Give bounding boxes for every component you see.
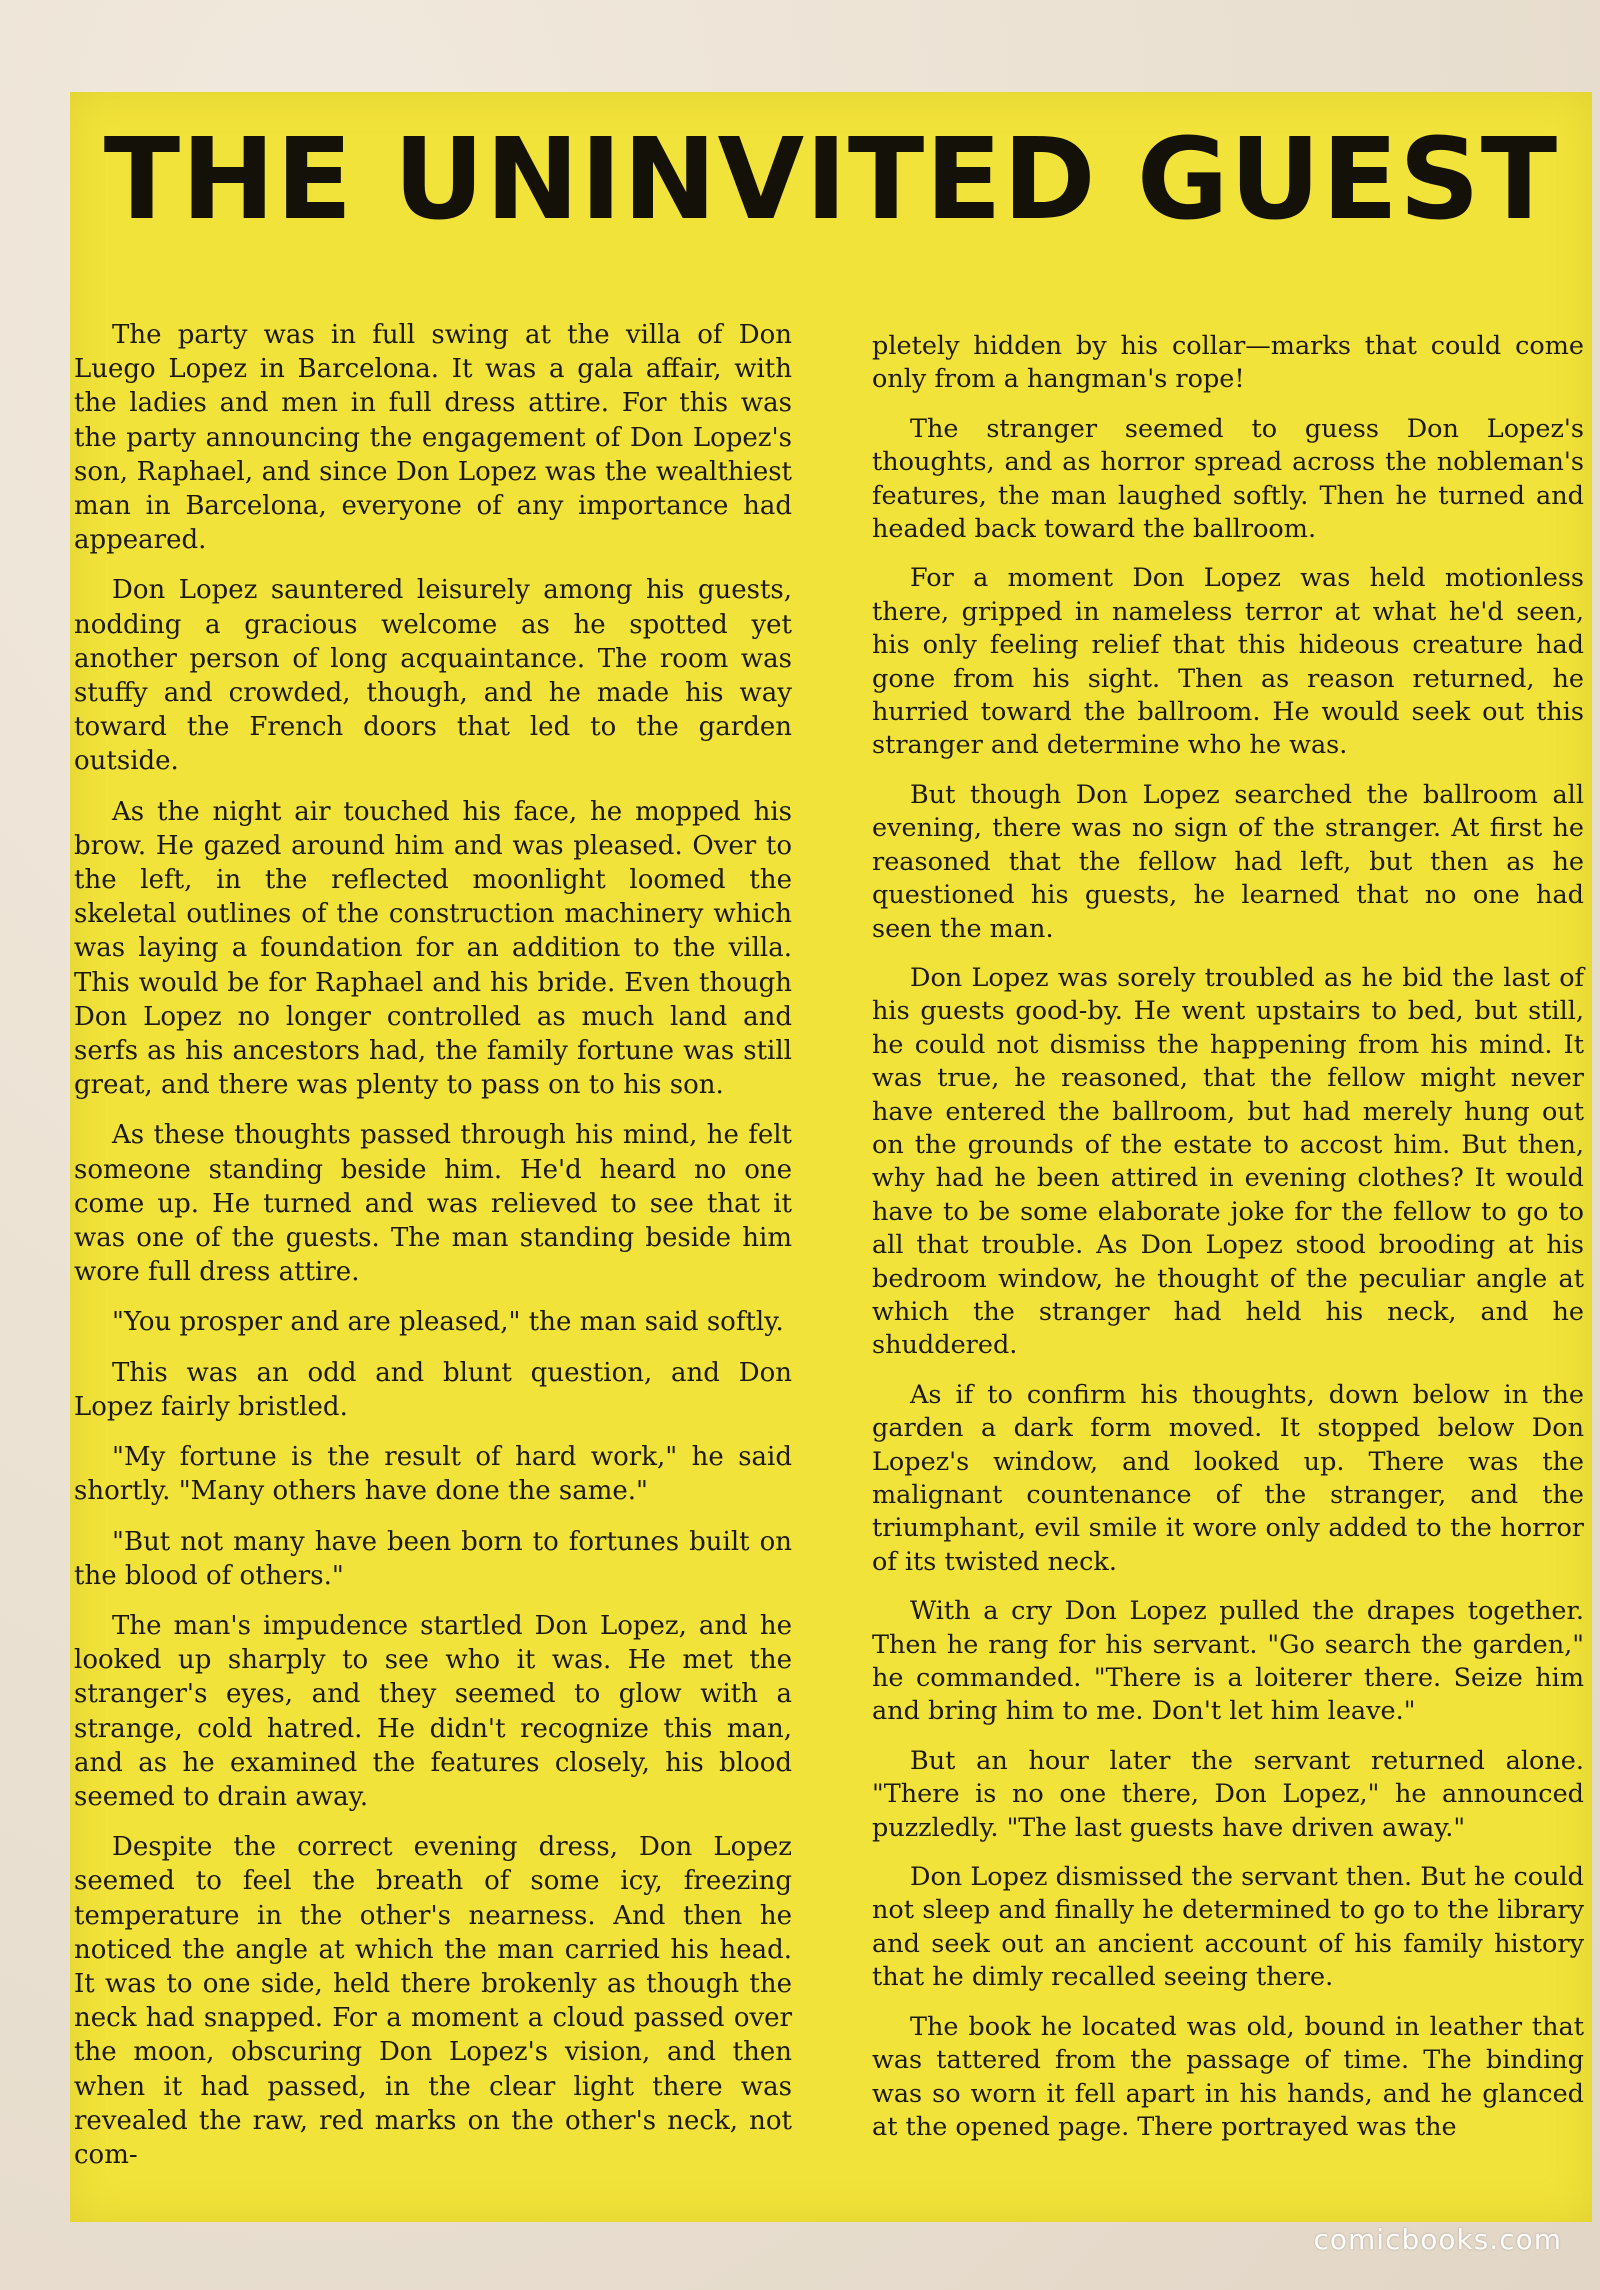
paragraph: As if to confirm his thoughts, down below in the garden a dark form moved. It stopped below Don Lopez's window, and looked up. There was the malignant countenance of the stranger, and the triumphant, evil smile it wore only added to the horror of its twisted neck. — [872, 1379, 1584, 1577]
paragraph: With a cry Don Lopez pulled the drapes together. Then he rang for his servant. "Go search the garden," he commanded. "There is a loiterer there. Seize him and bring him to me. Don't let him leave." — [872, 1596, 1584, 1727]
paragraph: But though Don Lopez searched the ballroom all evening, there was no sign of the stranger. At first he reasoned that the fellow had left, but then as he questioned his guests, he learned that no one had seen the man. — [872, 779, 1584, 944]
paragraph: This was an odd and blunt question, and Don Lopez fairly bristled. — [74, 1357, 792, 1422]
paragraph: Don Lopez was sorely troubled as he bid the last of his guests good-by. He went upstairs to bed, but still, he could not dismiss the happening from his mind. It was true, he reasoned, that the fellow might never have entered the ballroom, but had merely hung out on the grounds of the estate to accost him. But then, why had he been attired in evening clothes? It would have to be some elaborate joke for the fellow to go to all that trouble. As Don Lopez stood brooding at his bedroom window, he thought of the peculiar angle at which the stranger had held his neck, and he shuddered. — [872, 962, 1584, 1361]
paragraph-continuation: pletely hidden by his collar—marks that could come only from a hangman's rope! — [872, 331, 1584, 395]
paragraph: "You prosper and are pleased," the man said softly. — [112, 1307, 784, 1338]
paragraph: The party was in full swing at the villa of Don Luego Lopez in Barcelona. It was a gala affair, with the ladies and men in full dress attire. For this was the party announcing the engagement of Don Lopez's son, Raphael, and since Don Lopez was the wealthiest man in Barcelona, everyone of any importance had appeared. — [74, 320, 792, 556]
paragraph: Don Lopez sauntered leisurely among his guests, nodding a gracious welcome as he spotted yet another person of long acquaintance. The room was stuffy and crowded, though, and he made his way toward the French doors that led to the garden outside. — [74, 575, 792, 777]
story-title: THE UNINVITED GUEST — [103, 115, 1559, 245]
paragraph: "But not many have been born to fortunes built on the blood of others." — [74, 1526, 792, 1591]
paragraph: Despite the correct evening dress, Don Lopez seemed to feel the breath of some icy, freezing temperature in the other's nearness. And then he noticed the angle at which the man carried his head. It was to one side, held there brokenly as though the neck had snapped. For a moment a cloud passed over the moon, obscuring Don Lopez's vision, and then when it had passed, in the clear light there was revealed the raw, red marks on the other's neck, not com- — [74, 1832, 792, 2170]
right-column — [872, 330, 1584, 2160]
site-watermark: comicbooks.com — [1313, 2223, 1562, 2256]
paragraph: As the night air touched his face, he mopped his brow. He gazed around him and was pleased. Over to the left, in the reflected moonlight loomed the skeletal outlines of the construction machinery which was laying a foundation for an addition to the villa. This would be for Raphael and his bride. Even though Don Lopez no longer controlled as much land and serfs as his ancestors had, the family fortune was still great, and there was plenty to pass on to his son. — [74, 796, 792, 1101]
paragraph: "My fortune is the result of hard work," he said shortly. "Many others have done the same." — [74, 1442, 792, 1507]
paragraph: The book he located was old, bound in leather that was tattered from the passage of time. The binding was so worn it fell apart in his hands, and he glanced at the opened page. There portrayed was the — [872, 2011, 1584, 2142]
paragraph: The stranger seemed to guess Don Lopez's thoughts, and as horror spread across the nobleman's features, the man laughed softly. Then he turned and headed back toward the ballroom. — [872, 413, 1584, 545]
paragraph: The man's impudence startled Don Lopez, and he looked up sharply to see who it was. He met the stranger's eyes, and they seemed to glow with a strange, cold hatred. He didn't recognize this man, and as he examined the features closely, his blood seemed to drain away. — [74, 1610, 792, 1812]
paragraph: For a moment Don Lopez was held motionless there, gripped in nameless terror at what he'd seen, his only feeling relief that this hideous creature had gone from his sight. Then as reason returned, he hurried toward the ballroom. He would seek out this stranger and determine who he was. — [872, 563, 1584, 761]
paragraph: Don Lopez dismissed the servant then. But he could not sleep and finally he determined to go to the library and seek out an ancient account of his family history that he dimly recalled seeing there. — [872, 1862, 1584, 1993]
paragraph: But an hour later the servant returned alone. "There is no one there, Don Lopez," he announced puzzledly. "The last guests have driven away." — [872, 1745, 1584, 1843]
left-column — [74, 318, 792, 2188]
paragraph: As these thoughts passed through his mind, he felt someone standing beside him. He'd heard no one come up. He turned and was relieved to see that it was one of the guests. The man standing beside him wore full dress attire. — [74, 1120, 792, 1288]
